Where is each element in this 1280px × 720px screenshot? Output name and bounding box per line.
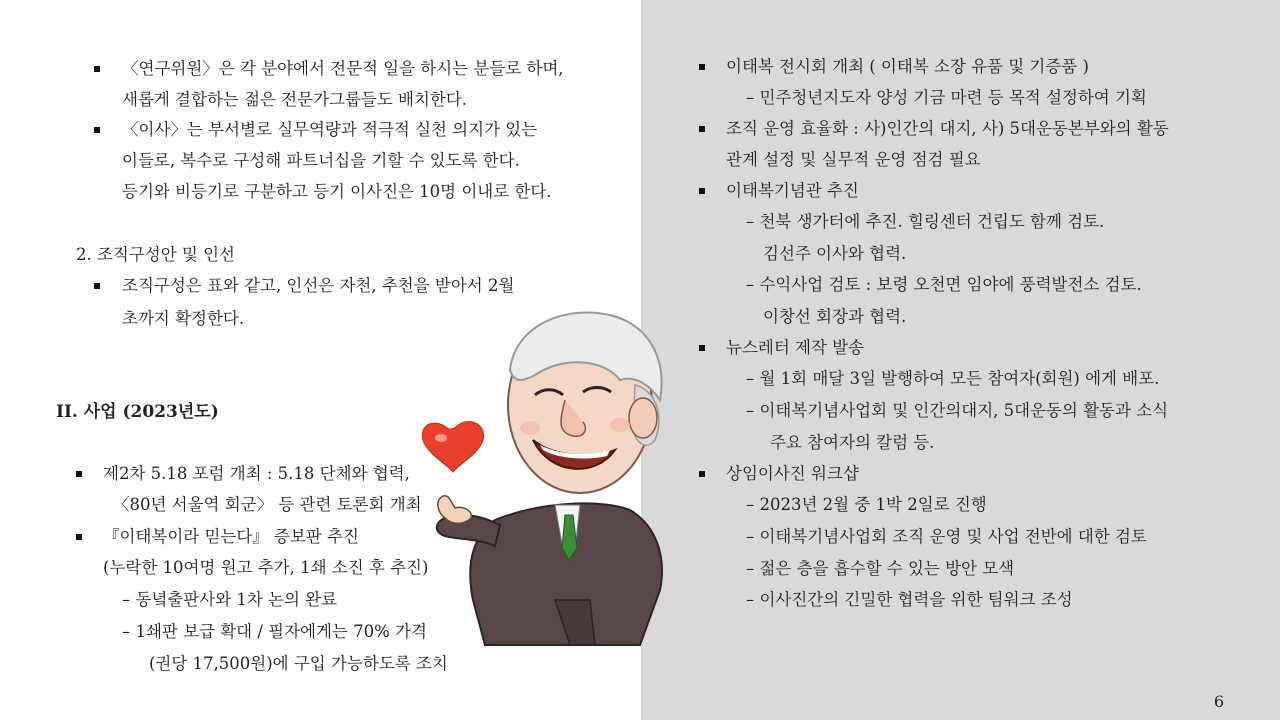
text-line: – 이사진간의 긴밀한 협력을 위한 팀워크 조성 — [746, 590, 1073, 609]
text-line: – 이태복기념사업회 조직 운영 및 사업 전반에 대한 검토 — [746, 527, 1147, 546]
text-line: 초까지 확정한다. — [122, 309, 245, 328]
text-line: – 1쇄판 보급 확대 / 필자에게는 70% 가격 — [122, 622, 427, 641]
bullet — [94, 127, 100, 133]
text-line: – 수익사업 검토 : 보령 오천면 임야에 풍력발전소 검토. — [746, 275, 1142, 294]
section-heading: II. 사업 (2023년도) — [56, 402, 219, 422]
right-panel — [641, 0, 1280, 720]
text-line: 주요 참여자의 칼럼 등. — [770, 433, 935, 452]
bullet — [76, 471, 82, 477]
text-line: 〈80년 서울역 회군〉 등 관련 토론회 개최 — [113, 495, 422, 514]
text-line: – 월 1회 매달 3일 발행하여 모든 참여자(회원) 에게 배포. — [746, 369, 1160, 388]
text-line: – 2023년 2월 중 1박 2일로 진행 — [746, 495, 987, 514]
text-line: 〈연구위원〉은 각 분야에서 전문적 일을 하시는 분들로 하며, — [122, 59, 564, 78]
text-line: 이태복기념관 추진 — [726, 181, 859, 200]
bullet — [94, 283, 100, 289]
text-line: – 이태복기념사업회 및 인간의대지, 5대운동의 활동과 소식 — [746, 401, 1169, 420]
text-line: (누락한 10여명 원고 추가, 1쇄 소진 후 추진) — [103, 558, 429, 577]
text-line: 이들로, 복수로 구성해 파트너십을 기할 수 있도록 한다. — [122, 151, 520, 170]
bullet — [699, 188, 705, 194]
text-line: – 동녘출판사와 1차 논의 완료 — [122, 590, 338, 609]
text-line: 김선주 이사와 협력. — [763, 244, 907, 263]
text-line: 이창선 회장과 협력. — [763, 307, 907, 326]
page-number: 6 — [1213, 692, 1224, 711]
bullet — [699, 126, 705, 132]
text-line: 조직 운영 효율화 : 사)인간의 대지, 사) 5대운동본부와의 활동 — [726, 119, 1169, 138]
text-line: (권당 17,500원)에 구입 가능하도록 조치 — [149, 654, 448, 673]
bullet — [94, 66, 100, 72]
bullet — [699, 64, 705, 70]
text-line: 상임이사진 워크샵 — [726, 464, 859, 483]
text-line: 〈이사〉는 부서별로 실무역량과 적극적 실천 의지가 있는 — [122, 120, 538, 139]
text-line: 제2차 5.18 포럼 개최 : 5.18 단체와 협력, — [103, 464, 410, 483]
text-line: – 천북 생가터에 추진. 힐링센터 건립도 함께 검토. — [746, 212, 1105, 231]
text-line: – 민주청년지도자 양성 기금 마련 등 목적 설정하여 기획 — [746, 88, 1147, 107]
text-line: 『이태복이라 믿는다』 증보판 추진 — [103, 527, 359, 546]
heart-icon — [422, 422, 483, 472]
section-subheading: 2. 조직구성안 및 인선 — [76, 245, 235, 264]
bullet — [76, 534, 82, 540]
text-line: 조직구성은 표와 같고, 인선은 자천, 추천을 받아서 2월 — [122, 276, 515, 295]
text-line: 이태복 전시회 개최 ( 이태복 소장 유품 및 기증품 ) — [726, 57, 1089, 76]
text-line: 뉴스레터 제작 발송 — [726, 338, 865, 357]
text-line: 관계 설정 및 실무적 운영 점검 필요 — [726, 150, 981, 169]
text-line: 등기와 비등기로 구분하고 등기 이사진은 10명 이내로 한다. — [122, 182, 552, 201]
text-line: – 젊은 층을 흡수할 수 있는 방안 모색 — [746, 559, 1015, 578]
text-line: 새롭게 결합하는 젊은 전문가그룹들도 배치한다. — [122, 90, 468, 109]
caricature-illustration — [405, 300, 705, 650]
